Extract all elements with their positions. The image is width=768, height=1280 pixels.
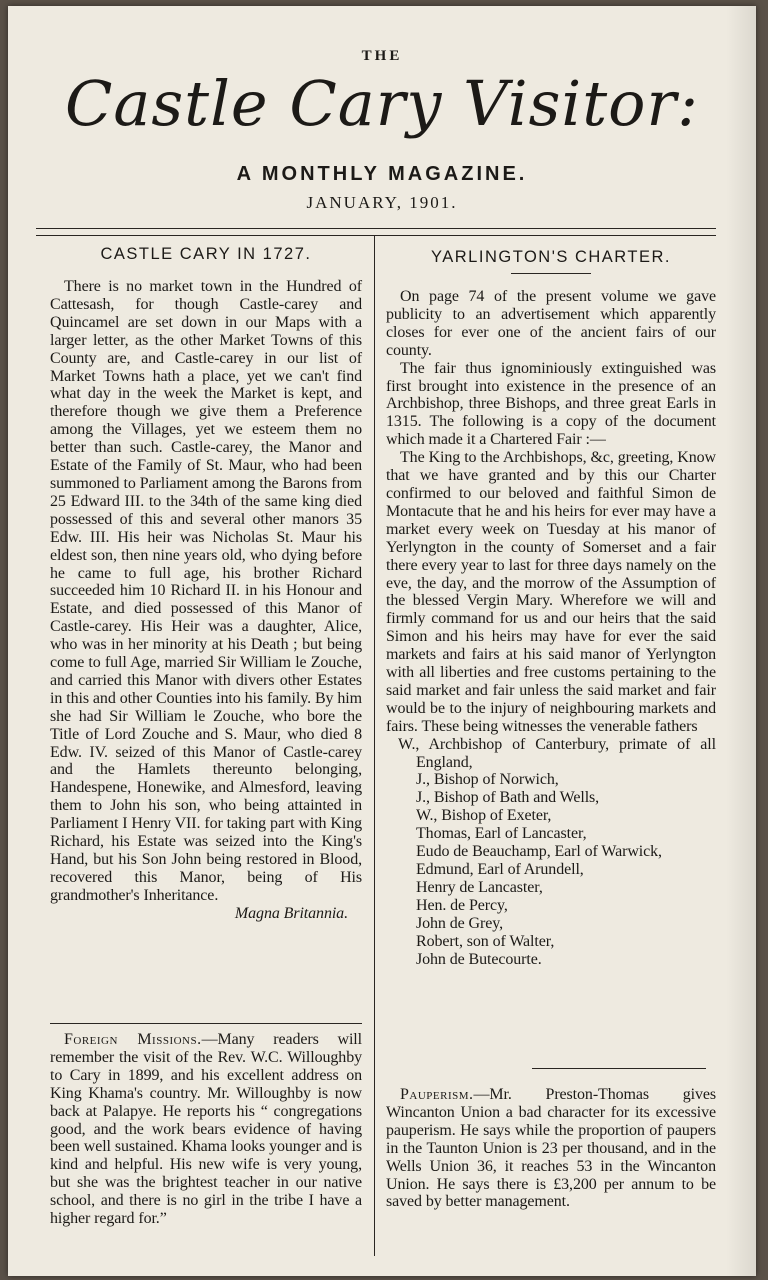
masthead-the: THE [361,48,403,64]
magazine-page [8,6,756,1276]
magazine-subtitle: A MONTHLY MAGAZINE. [236,163,528,185]
note-lead-foreign-missions: Foreign Missions. [64,1031,202,1048]
witness-item: J., Bishop of Bath and Wells, [416,789,600,807]
note-text-foreign-missions: —Many readers will remember the visit of the Rev. W.C. Willoughby to Cary in 1899, and his excellent address on King Khama's country. Mr. Willoughby is now back at Palapye. He reports his “ congregations good, and the work bears evidence of having been well sustained. Khama looks younger and is kind and helpful. His new wife is very young, but she was the brightest teacher in our native school, and there is no girl in the tribe I have a higher regard for.” [50,1031,362,1228]
witness-item: John de Butecourte. [416,950,542,968]
note-pauperism [386,1086,716,1211]
article-body-castle-cary: There is no market town in the Hundred of Cattesash, for though Castle-carey and Quincamel are set down in our Maps with a larger letter, as the other Market Towns of this County are, and Castle-carey in our list of Market Towns hath a place, yet we can't find what day in the week the Market is kept, and therefore though we give them a Preference among the Villages, yet we esteem them no better than such. Castle-carey, the Manor and Estate of the Family of St. Maur, who had been summoned to Parliament among the Barons from 25 Edward III. to the 34th of the same king died possessed of this and several other manors 35 Edw. III. His heir was Nicholas St. Maur his eldest son, then nine years old, who dying before he came to full age, his brother Richard succeeded him 10 Richard II. in his Honour and Estate, and died possessed of this Manor of Castle-carey. His Heir was a daughter, Alice, who was in her minority at his Death ; but being come to full Age, married Sir William le Zouche, and carried this Manor with divers other Estates in this and other Counties into his family. By him she had Sir William le Zouche, who bore the Title of Lord Zouche and S. Maur, who died 8 Edw. IV. seized of this Manor of Castle-carey and the Hamlets thereunto belonging, Handespene, Honewike, and Almesford, leaving them to John his son, who being attainted in Parliament I Henry VII. for taking part with King Richard, his Estate was seized into the King's Hand, but his Son John being restored in Blood, recovered this Manor, being of His grandmother's Inheritance. [50,278,362,904]
witness-item: J., Bishop of Norwich, [416,771,559,789]
note-foreign-missions [50,1031,362,1228]
article-separator-left [50,1023,362,1024]
note-lead-pauperism: Pauperism. [400,1086,474,1103]
article-heading-yarlington: YARLINGTON'S CHARTER. [430,248,672,266]
witness-item: W., Archbishop of Canterbury, primate of all England, [398,735,716,771]
witness-item: Hen. de Percy, [416,896,508,914]
witness-item: Edmund, Earl of Arundell, [416,861,584,878]
charter-para-1: On page 74 of the present volume we gave publicity to an advertisement which apparently closes for ever one of the ancient fairs of our county. [386,288,716,359]
witness-item: John de Grey, [416,914,503,932]
witness-item: Thomas, Earl of Lancaster, [416,825,587,843]
note-text-pauperism: —Mr. Preston-Thomas gives Wincanton Union a bad character for its excessive pauperism. He says while the proportion of paupers in the Taunton Union is 23 per thousand, and in the Wells Union 36, it reaches 53 in the Wincanton Union. He says there is £3,200 per annum to be saved by better management. [386,1086,716,1211]
article-signature: Magna Britannia. [234,904,348,922]
issue-date: JANUARY, 1901. [306,193,458,212]
witness-item: W., Bishop of Exeter, [416,807,552,825]
masthead-double-rule [36,228,716,236]
witness-item: Eudo de Beauchamp, Earl of Warwick, [416,843,662,861]
article-separator-right [532,1068,706,1069]
article-castle-cary [50,244,362,923]
note-body-foreign-missions [50,1031,362,1228]
article-yarlington-charter [386,247,716,968]
witness-item: Henry de Lancaster, [416,878,543,896]
magazine-title: Castle Cary Visitor: [64,67,700,140]
charter-para-2: The fair thus ignominiously extinguished was first brought into existence in the presence of an Archbishop, three Bishops, and three great Earls in 1315. The following is a copy of the document which made it a Chartered Fair :— [386,359,716,449]
article-heading-castle-cary: CASTLE CARY IN 1727. [100,245,312,263]
charter-para-3: The King to the Archbishops, &c, greeting, Know that we have granted and by this our Charter confirmed to our beloved and faithful Simon de Montacute that he and his heirs for ever may have a market every week on Tuesday at his manor of Yerlyngton in the county of Somerset and a fair there every year to last for three days namely on the eve, the day, and the morrow of the Assumption of the blessed Vergin Mary. Wherefore we will and firmly command for us and our heirs that the said Simon and his heirs may have for ever the said markets and fairs at his said manor of Yerlyngton with all liberties and free customs pertaining to the said market and fair unless the said market and fair would be to the injury of neighbouring markets and fairs. These being witnesses the venerable fathers [386,449,716,735]
witness-item: Robert, son of Walter, [416,932,555,950]
witness-list [386,736,716,969]
column-divider [374,236,375,1256]
note-body-pauperism [386,1086,716,1211]
